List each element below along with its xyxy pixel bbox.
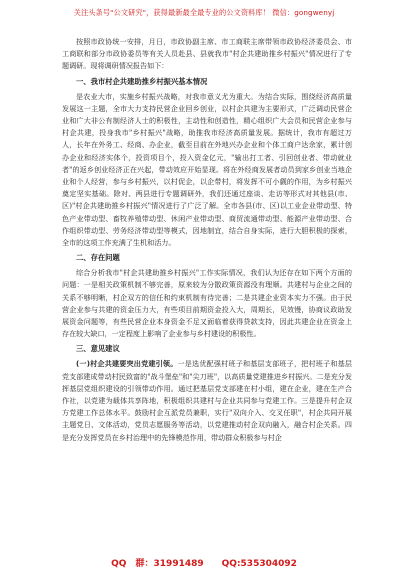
header-banner: 关注头条号"公文研究"，获得最新最全最专业的公文资料库！ 微信：gongwenyj (73, 8, 335, 17)
footer-qq-group: QQ 群：31991489 (111, 559, 204, 569)
section-1-heading: 一、我市村企共建助推乡村振兴基本情况 (76, 76, 208, 86)
document-body (62, 36, 352, 444)
section-1-paragraph: 是农业大市，实施乡村振兴战略，对我市意义尤为重大。为结合实际，围绕经济高质量发展这一主题，全市大力支持民营企业回乡创业，以村企共建为主要形式，广泛调动民营企业和广大非公有制经济人士的积极性，主动性和创造性，精心组织广大会员和民营企业参与村企共建，投身我市"乡村振兴"战略，助推我市经济高质量发展。据统计，我市有超过万人，长年在外务工、经商、办企业，截至目前在外地兴办企业和个体工商户达余家，累计创办企业和经济实体个，投资项目个，投入资金亿元，"输出打工者、引回创业者、带动就业者"的返乡创业经济正在兴起，带动效应开始显现。将在外经商发展者动员到家乡创业当地企业和个人经营，参与乡村振兴，以村促企，以企带村，将发挥不可小觑的作用，为乡村振兴奠定坚实基础。除对、两县进行专题调研外，我们还通过座谈、走访等形式对其他县(市、区)"村企共建助推乡村振兴"情况进行了广泛了解。全市各县(市、区)以工业企业带动型、特色产业带动型、畜牧养殖带动型、休闲产业带动型、商贸流通带动型、能源产业带动型、合作组织带动型、劳务经济带动型等模式，因地制宜，结合自身实际，进行大胆积极的探索，全市的这项工作充满了生机和活力。 (62, 91, 352, 248)
section-2-paragraph: 综合分析我市"村企共建助推乡村振兴"工作实际情况，我们认为还存在如下两个方面的问题：一是相关政策机制不够完善，原来较为分散政策资源没有理顺。共建村与企业之间的关系不够明晰，村企双方的信任和约束机制有待完善；二是共建企业资本实力不强。由于民营企业参与共建的资金压力大，有些项目前期资金投入大，周期长，见效慢，协商议政助发展资金问题等，有些民营企业本身资金不足又面临着获得贷款支持，因此共建企业在资金上存在较大缺口，一定程度上影响了企业参与乡村建设的积极性。 (62, 268, 352, 339)
footer-qq: QQ:535304092 (221, 559, 297, 569)
section-3-heading: 三、意见建议 (76, 344, 120, 354)
footer-contact (0, 556, 408, 569)
section-3-paragraph (62, 358, 352, 443)
section-3-text: 一是选优配强村班子和基层支部班子，把村班子和基层党支部建成带动村民致富的"战斗堡垒"和"尖刀班"，以高质量党建推进乡村振兴。二是充分发挥基层党组织建设的引领带动作用。通过把基层党支部建在村小组，建在企业，建在生产合作社，以党建为载体共享阵地，积极组织共建村与企业共同参与党建工作。三是提升村企双方党建工作总体水平。鼓励村企互派党员兼职，实行"双向介入、交叉任职"，村企共同开展主题党日、文体活动，党员志愿服务等活动，以党建推动村企双向融入，融合村企关系。四是充分发挥党员在乡村治理中的先锋模范作用，带动群众积极参与村企 (62, 359, 352, 442)
section-3-lead: (一)村企共建要突出党建引领。 (76, 359, 178, 369)
section-2-heading: 二、存在问题 (76, 253, 120, 263)
intro-paragraph: 按照市政协统一安排，月日，市政协副主席、市工商联主席带领市政协经济委员会、市工商联和部分市政协委员等有关人员赴县、县就我市"村企共建助推乡村振兴"情况进行了专题调研。现将调研情况报告如下： (62, 37, 352, 71)
